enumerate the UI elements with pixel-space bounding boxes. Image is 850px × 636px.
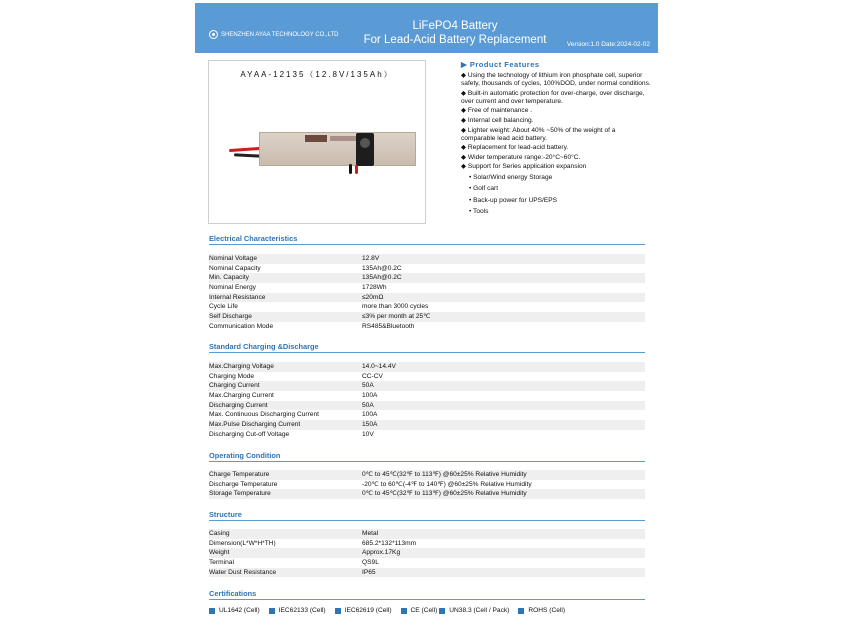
feature-item: ◆ Free of maintenance . — [461, 107, 533, 115]
row-key: Dimension(L*W*H*TH) — [209, 539, 276, 547]
row-key: Discharge Temperature — [209, 480, 278, 488]
row-key: Nominal Capacity — [209, 264, 261, 272]
cert-label: UL1642 (Cell) — [219, 607, 260, 614]
title-line-2: For Lead-Acid Battery Replacement — [363, 34, 547, 46]
table-row — [209, 312, 645, 322]
red-cable — [229, 147, 261, 152]
row-key: Internal Resistance — [209, 293, 266, 301]
product-image-box — [208, 60, 426, 224]
feature-item: ◆ Using the technology of lithium iron phosphate cell, superior safety, thousands of cycles, 100%DOD, under normal conditions. — [461, 72, 651, 88]
application-item: • Back-up power for UPS/EPS — [469, 196, 558, 204]
square-bullet-icon — [335, 608, 341, 614]
section-charging-title: Standard Charging &Discharge — [209, 342, 645, 353]
cert-label: CE (Cell) — [410, 607, 438, 614]
row-key: Max. Continuous Discharging Current — [209, 411, 319, 419]
section-certifications-title: Certifications — [209, 589, 645, 600]
application-item: • Solar/Wind energy Storage — [469, 173, 553, 181]
company-name — [209, 30, 338, 39]
charging-table — [209, 362, 645, 440]
row-key: Communication Mode — [209, 322, 274, 330]
row-value: 150A — [362, 421, 378, 429]
row-key: Water Dust Resistance — [209, 568, 277, 576]
row-value: 0℃ to 45℃(32℉ to 113℉) @60±25% Relative Humidity — [362, 490, 527, 498]
row-value: 135Ah@0.2C — [362, 264, 402, 272]
datasheet-page — [195, 0, 658, 636]
application-item: • Golf cart — [469, 185, 499, 193]
row-key: Cycle Life — [209, 303, 238, 311]
table-row — [209, 372, 645, 382]
row-key: Nominal Voltage — [209, 255, 258, 262]
table-row — [209, 548, 645, 558]
row-key: Charge Temperature — [209, 471, 270, 478]
row-value: 135Ah@0.2C — [362, 274, 402, 282]
square-bullet-icon — [401, 608, 407, 614]
row-value: ≤3% per month at 25℃ — [362, 313, 431, 321]
table-row — [209, 264, 645, 274]
cert-item — [518, 607, 565, 614]
row-value: ≤20mΩ — [362, 293, 384, 301]
row-key: Self Discharge — [209, 313, 252, 321]
row-key: Max.Charging Current — [209, 392, 274, 400]
square-bullet-icon — [439, 608, 445, 614]
cert-item — [209, 607, 260, 614]
row-value: CC-CV — [362, 372, 383, 380]
row-key: Min. Capacity — [209, 274, 249, 282]
title-line-1: LiFePO4 Battery — [412, 20, 498, 32]
company-logo-icon — [209, 30, 218, 39]
feature-item: ◆ Built-in automatic protection for over-charge, over discharge, over current and over temperature. — [461, 89, 645, 105]
header-banner — [195, 3, 658, 53]
row-value: IP65 — [362, 568, 376, 576]
square-bullet-icon — [209, 608, 215, 614]
cert-label: IEC62619 (Cell) — [344, 607, 392, 614]
cert-label: IEC62133 (Cell) — [278, 607, 326, 614]
row-value: RS485&Bluetooth — [362, 322, 415, 330]
row-key: Max.Charging Voltage — [209, 363, 274, 370]
row-key: Max.Pulse Discharging Current — [209, 421, 301, 429]
feature-item: ◆ Replacement for lead-acid battery. — [461, 144, 569, 152]
row-value: QS9L — [362, 559, 379, 567]
cert-label: UN38.3 (Cell / Pack) — [449, 607, 510, 614]
table-row — [209, 273, 645, 283]
square-bullet-icon — [518, 608, 524, 614]
row-value: 14.0~14.4V — [362, 363, 396, 370]
table-row — [209, 529, 645, 539]
table-row — [209, 283, 645, 293]
table-row — [209, 430, 645, 440]
features-title: ▶ Product Features — [461, 60, 540, 69]
version-date: Version:1.0 Date:2024-02-02 — [566, 41, 650, 48]
square-bullet-icon — [269, 608, 275, 614]
battery-label — [305, 135, 327, 142]
table-row — [209, 322, 645, 332]
row-key: Charging Current — [209, 382, 260, 390]
section-operating-title: Operating Condition — [209, 451, 645, 462]
electrical-table — [209, 254, 645, 332]
feature-item: ◆ Lighter weight: About 40% ~50% of the weight of a comparable lead acid battery. — [461, 126, 616, 142]
cert-item — [269, 607, 326, 614]
table-row — [209, 293, 645, 303]
table-row — [209, 391, 645, 401]
company-name-text: SHENZHEN AYAA TECHNOLOGY CO.,LTD — [221, 31, 339, 38]
table-row — [209, 381, 645, 391]
row-value: 100A — [362, 411, 378, 419]
row-value: more than 3000 cycles — [362, 303, 429, 311]
row-key: Terminal — [209, 559, 234, 567]
table-row — [209, 401, 645, 411]
cert-label: ROHS (Cell) — [528, 607, 566, 614]
cert-item — [335, 607, 392, 614]
table-row — [209, 470, 645, 480]
row-value: 10V — [362, 430, 374, 438]
row-value: 0℃ to 45℃(32℉ to 113℉) @60±25% Relative Humidity — [362, 471, 527, 478]
row-key: Casing — [209, 530, 230, 537]
battery-label-2 — [330, 136, 358, 141]
table-row — [209, 568, 645, 578]
row-value: 685.2*132*113mm — [362, 539, 417, 547]
table-row — [209, 362, 645, 372]
row-value: 12.8V — [362, 255, 380, 262]
bms-red-wire — [355, 165, 358, 174]
black-cable — [234, 153, 262, 157]
table-row — [209, 302, 645, 312]
cert-item — [439, 607, 509, 614]
operating-table — [209, 470, 645, 499]
structure-table — [209, 529, 645, 577]
row-key: Charging Mode — [209, 372, 255, 380]
table-row — [209, 410, 645, 420]
table-row — [209, 539, 645, 549]
row-value: 50A — [362, 382, 374, 390]
features-list — [461, 72, 651, 220]
feature-item: ◆ Wider temperature range:-20°C~60°C. — [461, 153, 581, 161]
row-value: 1728Wh — [362, 284, 387, 292]
row-value: 100A — [362, 392, 378, 400]
row-value: Metal — [362, 530, 379, 537]
row-value: -20℃ to 60℃(-4℉ to 140℉) @60±25% Relative Humidity — [362, 480, 532, 488]
bms-module-image — [356, 133, 374, 166]
row-key: Discharging Current — [209, 401, 268, 409]
table-row — [209, 489, 645, 499]
row-value: Approx.17Kg — [362, 549, 401, 557]
certifications-list — [209, 607, 574, 614]
cert-item — [401, 607, 438, 614]
battery-image — [259, 132, 416, 166]
table-row — [209, 558, 645, 568]
row-key: Nominal Energy — [209, 284, 256, 292]
table-row — [209, 420, 645, 430]
table-row — [209, 254, 645, 264]
feature-item: ◆ Internal cell balancing. — [461, 116, 534, 124]
row-key: Weight — [209, 549, 230, 557]
bms-black-wire — [349, 164, 352, 174]
model-label: AYAA-12135（12.8V/135Ah） — [240, 70, 394, 79]
application-item: • Tools — [469, 208, 489, 216]
feature-item: ◆ Support for Series application expansion — [461, 163, 587, 171]
section-structure-title: Structure — [209, 510, 645, 521]
table-row — [209, 480, 645, 490]
section-electrical-title: Electrical Characteristics — [209, 234, 645, 245]
row-value: 50A — [362, 401, 374, 409]
row-key: Storage Temperature — [209, 490, 271, 498]
row-key: Discharging Cut-off Voltage — [209, 430, 290, 438]
